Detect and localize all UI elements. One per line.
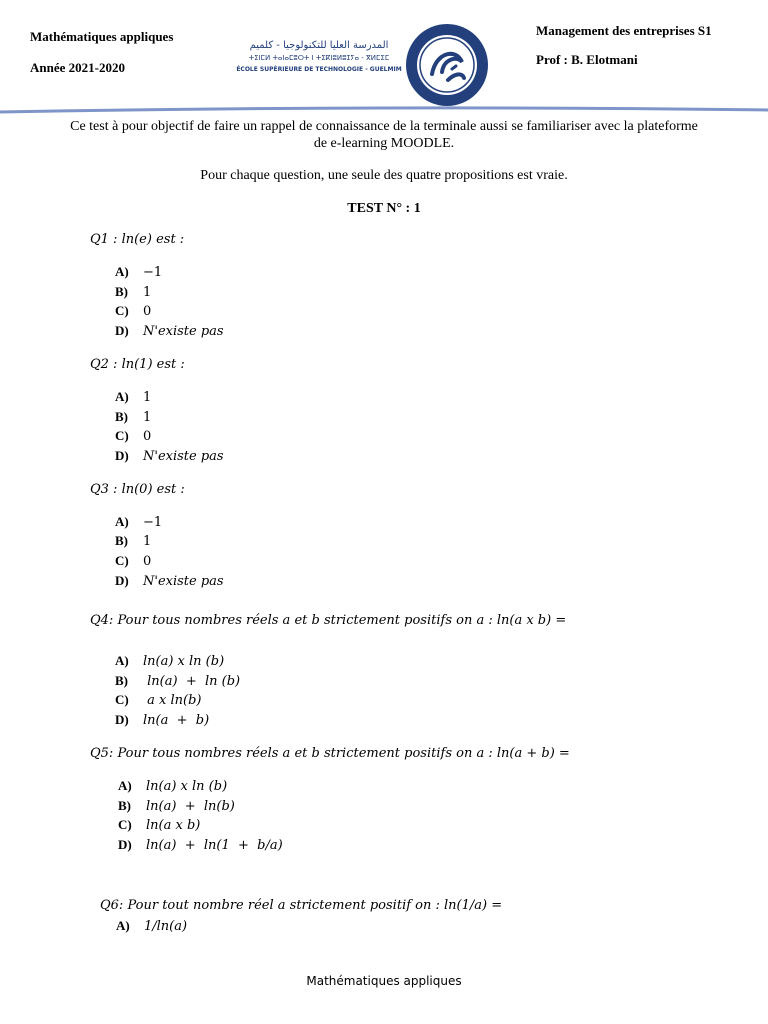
option-text: ln(a + b) [143,713,210,728]
option-letter: C) [115,303,129,318]
intro-line-1: Ce test à pour objectif de faire un rappel de connaissance de la terminale aussi se familiariser avec la plateforme [70,119,698,134]
question-4: Q4: Pour tous nombres réels a et b strictement positifs on a : ln(a x b) = [90,613,567,628]
test-title: TEST N° : 1 [347,201,421,216]
option-letter: A) [115,389,129,404]
page-footer: Mathématiques appliques [306,974,462,988]
school-logo [236,40,402,90]
option-text: ln(a) x ln (b) [143,654,225,669]
option-letter: D) [115,448,129,463]
option-text: 1 [143,390,152,405]
option-letter: D) [115,573,129,588]
question-5-option-c [118,817,200,833]
option-letter: B) [115,284,128,299]
question-1-option-d [115,323,224,339]
question-3-option-b [115,533,151,549]
option-letter: D) [115,323,129,338]
question-2-option-a [115,389,151,405]
question-1-option-b [115,284,151,300]
question-1: Q1 : ln(e) est : [90,232,185,247]
option-text: N'existe pas [143,449,224,464]
question-5: Q5: Pour tous nombres réels a et b strictement positifs on a : ln(a + b) = [90,746,570,761]
question-4-option-d [115,712,209,728]
school-name-french: ÉCOLE SUPÉRIEURE DE TECHNOLOGIE - GUELMIM [236,66,402,73]
option-text: N'existe pas [143,574,224,589]
question-5-option-d [118,837,283,853]
instructions: Pour chaque question, une seule des quatre propositions est vraie. [200,168,568,183]
option-letter: A) [115,264,129,279]
option-text: N'existe pas [143,324,224,339]
option-letter: C) [115,428,129,443]
question-1-option-a [115,264,162,280]
question-3-option-c [115,553,151,569]
option-letter: A) [115,514,129,529]
question-2-option-d [115,448,224,464]
option-letter: B) [118,798,131,813]
option-letter: A) [116,918,130,933]
question-4-option-a [115,653,224,669]
professor-name: Prof : B. Elotmani [536,52,638,67]
program-title: Management des entreprises S1 [536,23,712,38]
course-title: Mathématiques appliques [30,29,174,44]
question-2-option-b [115,409,151,425]
option-letter: A) [118,778,132,793]
option-letter: D) [115,712,129,727]
option-letter: B) [115,409,128,424]
option-letter: B) [115,673,128,688]
question-1-option-c [115,303,151,319]
option-text: ln(a) + ln(1 + b/a) [146,838,283,853]
option-letter: A) [115,653,129,668]
school-name-arabic: المدرسة العليا للتكنولوجيا - كلميم [249,40,389,51]
option-text: −1 [143,265,163,280]
university-seal-icon [404,22,490,108]
option-text: ln(a) + ln(b) [146,799,235,814]
option-text: −1 [143,515,163,530]
option-letter: B) [115,533,128,548]
option-letter: D) [118,837,132,852]
question-4-option-b [115,673,240,689]
intro-line-2: de e-learning MOODLE. [313,136,455,151]
question-5-option-b [118,798,235,814]
question-3: Q3 : ln(0) est : [90,482,185,497]
option-text: 0 [143,429,152,444]
option-text: 0 [143,554,152,569]
option-letter: C) [118,817,132,832]
header-rule [0,104,768,114]
question-2-option-c [115,428,151,444]
question-3-option-a [115,514,162,530]
option-letter: C) [115,553,129,568]
question-4-option-c [115,692,201,708]
question-5-option-a [118,778,227,794]
option-text: ln(a) + ln (b) [143,674,241,689]
question-6-option-a [116,918,187,934]
option-text: 0 [143,304,152,319]
option-text: 1 [143,285,152,300]
school-name-tifinagh: ⵜⵉⵏⵎⵍ ⵜⴰⵏⴰⵎⵓⵔⵜ ⵏ ⵜⵉⴽⵏⵓⵍⵓⵊⵢⴰ - ⴳⵍⵎⵉⵎ [248,54,390,62]
option-text: 1 [143,534,152,549]
option-text: ln(a x b) [146,818,201,833]
question-3-option-d [115,573,224,589]
option-text: 1/ln(a) [144,919,188,934]
option-text: 1 [143,410,152,425]
option-letter: C) [115,692,129,707]
question-6: Q6: Pour tout nombre réel a strictement positif on : ln(1/a) = [100,898,503,913]
option-text: ln(a) x ln (b) [146,779,228,794]
question-2: Q2 : ln(1) est : [90,357,185,372]
option-text: a x ln(b) [143,693,202,708]
academic-year: Année 2021-2020 [30,60,125,75]
